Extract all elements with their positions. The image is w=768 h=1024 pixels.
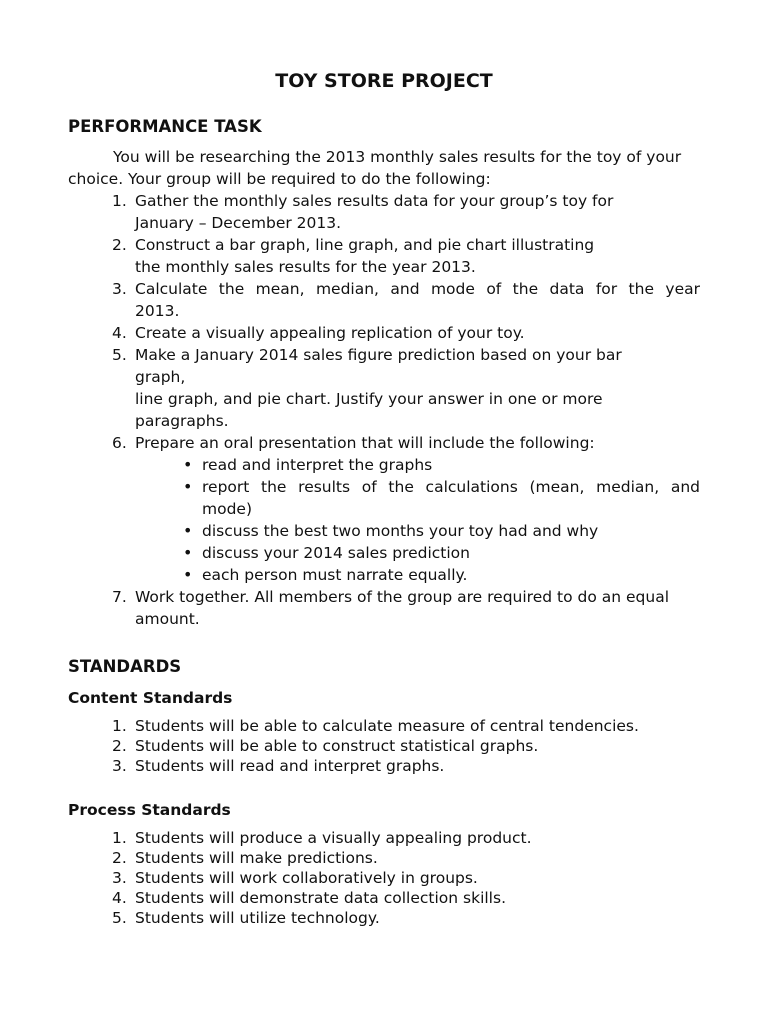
item-number: 3. [112, 757, 127, 775]
item-number: 2. [112, 737, 127, 755]
list-item [68, 716, 700, 736]
process-standards-list [68, 828, 700, 928]
item-number: 2. [112, 849, 127, 867]
task-steps-list [68, 190, 700, 630]
step-text: Gather the monthly sales results data for your group’s toy for [135, 192, 614, 210]
step-text: January – December 2013. [135, 214, 342, 232]
bullet-text: • read and interpret the graphs [202, 456, 433, 474]
content-standards-list [68, 716, 700, 776]
bullet-text: • discuss your 2014 sales prediction [202, 544, 470, 562]
step-text: Make a January 2014 sales figure prediction based on your bar [135, 346, 622, 364]
document-page [68, 66, 700, 928]
list-item [68, 908, 700, 928]
presentation-bullets [135, 454, 700, 586]
step-text: Create a visually appealing replication of your toy. [135, 324, 525, 342]
item-number: 1. [112, 829, 127, 847]
step-number: 5. [112, 346, 127, 364]
step-text: amount. [135, 610, 200, 628]
list-item [68, 888, 700, 908]
list-item [68, 868, 700, 888]
bullet-item [135, 520, 700, 542]
item-text: Students will work collaboratively in groups. [135, 869, 478, 887]
bullet-item [135, 476, 700, 520]
item-number: 5. [112, 909, 127, 927]
item-text: Students will make predictions. [135, 849, 378, 867]
performance-intro: You will be researching the 2013 monthly sales results for the toy of your choice. Your group will be required to do the following: [68, 148, 682, 188]
content-standards-heading: Content Standards [68, 689, 233, 707]
item-text: Students will demonstrate data collection skills. [135, 889, 506, 907]
step-text: 2013. [135, 302, 180, 320]
list-item [68, 432, 700, 586]
document-title: TOY STORE PROJECT [275, 70, 493, 92]
item-text: Students will be able to construct statistical graphs. [135, 737, 539, 755]
spacer [68, 776, 700, 798]
item-number: 1. [112, 717, 127, 735]
bullet-item [135, 454, 700, 476]
standards-heading: STANDARDS [68, 657, 182, 676]
bullet-text: mode) [202, 500, 253, 518]
bullet-text: • discuss the best two months your toy had and why [202, 522, 599, 540]
list-item [68, 586, 700, 630]
process-standards-heading: Process Standards [68, 801, 231, 819]
spacer [68, 630, 700, 654]
bullet-text: • each person must narrate equally. [202, 566, 468, 584]
step-number: 4. [112, 324, 127, 342]
bullet-item [135, 564, 700, 586]
list-item [68, 278, 700, 322]
performance-task-heading: PERFORMANCE TASK [68, 117, 262, 136]
item-number: 3. [112, 869, 127, 887]
bullet-item [135, 542, 700, 564]
item-text: Students will utilize technology. [135, 909, 380, 927]
step-text: Calculate the mean, median, and mode of the data for the year [135, 280, 700, 298]
list-item [68, 848, 700, 868]
list-item [68, 190, 700, 234]
step-number: 2. [112, 236, 127, 254]
list-item [68, 736, 700, 756]
step-text: Prepare an oral presentation that will include the following: [135, 434, 595, 452]
bullet-text: • report the results of the calculations (mean, median, and [202, 478, 700, 496]
item-text: Students will produce a visually appealing product. [135, 829, 532, 847]
item-text: Students will be able to calculate measure of central tendencies. [135, 717, 639, 735]
step-number: 3. [112, 280, 127, 298]
step-number: 7. [112, 588, 127, 606]
item-text: Students will read and interpret graphs. [135, 757, 445, 775]
step-text: graph, [135, 368, 186, 386]
step-text: line graph, and pie chart. Justify your answer in one or more [135, 390, 603, 408]
list-item [68, 756, 700, 776]
list-item [68, 828, 700, 848]
step-text: the monthly sales results for the year 2013. [135, 258, 476, 276]
list-item [68, 344, 700, 432]
step-number: 1. [112, 192, 127, 210]
step-text: Work together. All members of the group are required to do an equal [135, 588, 670, 606]
step-number: 6. [112, 434, 127, 452]
step-text: paragraphs. [135, 412, 229, 430]
item-number: 4. [112, 889, 127, 907]
step-text: Construct a bar graph, line graph, and pie chart illustrating [135, 236, 595, 254]
list-item [68, 234, 700, 278]
list-item [68, 322, 700, 344]
